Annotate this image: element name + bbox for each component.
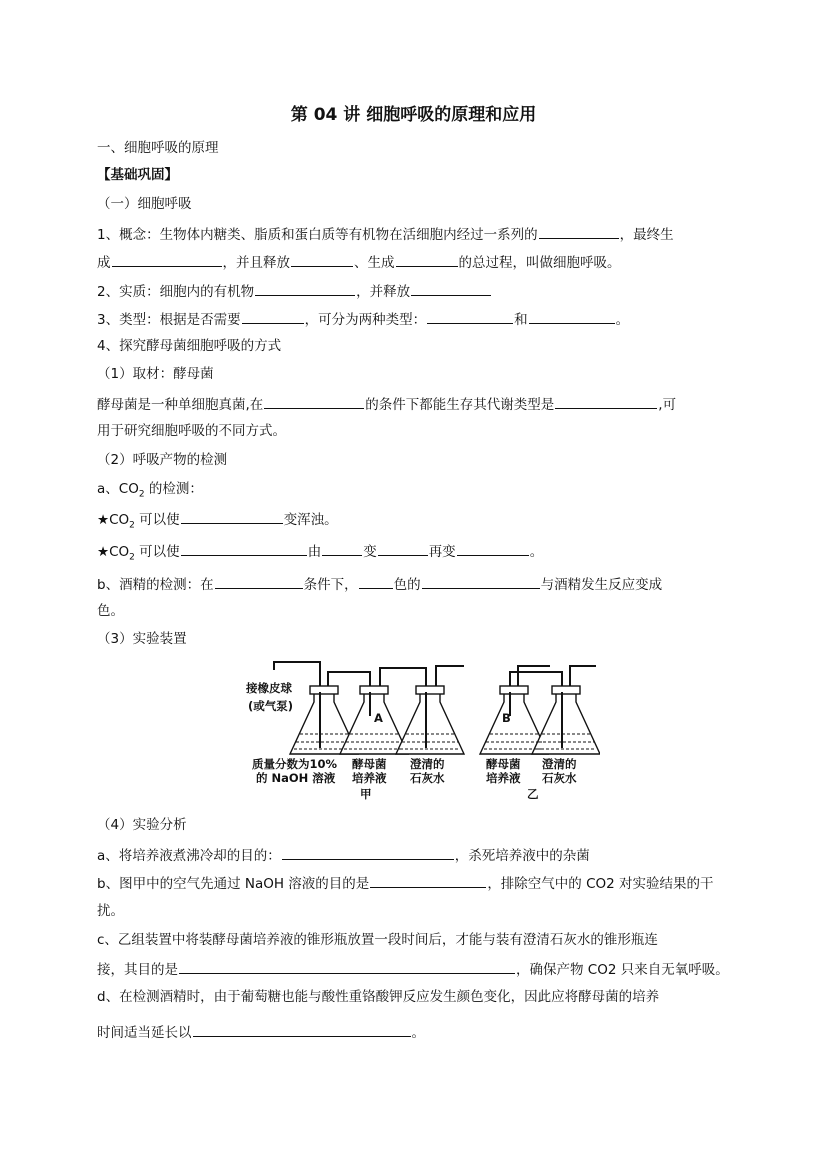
lime-b-label-1: 澄清的 bbox=[542, 757, 577, 771]
blank[interactable] bbox=[181, 540, 307, 556]
item4-heading: 4、探究酵母菌细胞呼吸的方式 bbox=[97, 338, 282, 354]
type-line: 3、类型：根据是否需要 ，可分为两种类型： 和 。 bbox=[97, 308, 629, 330]
yeast-line-1: 酵母菌是一种单细胞真菌,在 的条件下都能生存其代谢类型是 ,可 bbox=[97, 393, 676, 415]
blank[interactable] bbox=[370, 872, 486, 888]
blank[interactable] bbox=[322, 540, 362, 556]
analysis-label: （4）实验分析 bbox=[97, 817, 187, 833]
yeast-line-2: 用于研究细胞呼吸的不同方式。 bbox=[97, 423, 286, 439]
co2-lime-line: $★CO_2$ 可以使 变浑浊。 bbox=[97, 508, 338, 536]
group-jia-label: 甲 bbox=[360, 787, 372, 801]
blank[interactable] bbox=[181, 508, 283, 524]
analysis-a-line: a、将培养液煮沸冷却的目的： ，杀死培养液中的杂菌 bbox=[97, 844, 590, 866]
concept-line-2: 成 ，并且释放 、生成 的总过程，叫做细胞呼吸。 bbox=[97, 251, 621, 273]
group-yi-label: 乙 bbox=[527, 787, 539, 801]
blank[interactable] bbox=[422, 573, 540, 589]
blank[interactable] bbox=[539, 223, 619, 239]
detection-label: （2）呼吸产物的检测 bbox=[97, 452, 228, 468]
analysis-b-line-2: 扰。 bbox=[97, 903, 124, 919]
naoh-label-2: 的 NaOH 溶液 bbox=[256, 771, 336, 785]
blank[interactable] bbox=[359, 573, 393, 589]
yeast-label-1: 酵母菌 bbox=[352, 757, 387, 771]
co2-check-line: a、$CO_2$ 的检测： bbox=[97, 481, 203, 500]
analysis-c-line-2: 接，其目的是 ，确保产物 CO2 只来自无氧呼吸。 bbox=[97, 958, 729, 980]
essence-line: 2、实质：细胞内的有机物 ，并释放 bbox=[97, 280, 492, 302]
blank[interactable] bbox=[193, 1021, 411, 1037]
flasks bbox=[290, 686, 600, 754]
analysis-d-line-2: 时间适当延长以 。 bbox=[97, 1021, 425, 1043]
page-title: 第 04 讲 细胞呼吸的原理和应用 bbox=[290, 105, 537, 125]
analysis-d-line-1: d、在检测酒精时，由于葡萄糖也能与酸性重铬酸钾反应发生颜色变化，因此应将酵母菌的培养 bbox=[97, 989, 660, 1005]
blank[interactable] bbox=[411, 280, 491, 296]
blank[interactable] bbox=[427, 308, 513, 324]
blank[interactable] bbox=[378, 540, 428, 556]
lime-b-label-2: 石灰水 bbox=[542, 771, 577, 785]
concept-line-1: 1、概念：生物体内糖类、脂质和蛋白质等有机物在活细胞内经过一系列的 ，最终生 bbox=[97, 223, 674, 245]
flask-b-label: B bbox=[502, 711, 511, 725]
blank[interactable] bbox=[282, 844, 454, 860]
blank[interactable] bbox=[215, 573, 303, 589]
blank[interactable] bbox=[179, 958, 515, 974]
blank[interactable] bbox=[529, 308, 615, 324]
blank[interactable] bbox=[255, 280, 355, 296]
alcohol-line-1: b、酒精的检测：在 条件下， 色的 与酒精发生反应变成 bbox=[97, 573, 662, 595]
blank[interactable] bbox=[457, 540, 529, 556]
lime-label-1: 澄清的 bbox=[410, 757, 445, 771]
analysis-c-line-1: c、乙组装置中将装酵母菌培养液的锥形瓶放置一段时间后，才能与装有澄清石灰水的锥形瓶连 bbox=[97, 932, 658, 948]
blank[interactable] bbox=[396, 251, 458, 267]
flask-a-label: A bbox=[374, 711, 383, 725]
subsection-heading: （一）细胞呼吸 bbox=[97, 196, 192, 212]
pump-label-1: 接橡皮球 bbox=[246, 681, 292, 695]
yeast-label-2: 培养液 bbox=[352, 771, 387, 785]
blank[interactable] bbox=[291, 251, 353, 267]
pump-label-2: (或气泵) bbox=[248, 699, 294, 713]
lime-label-2: 石灰水 bbox=[410, 771, 445, 785]
basic-label: 【基础巩固】 bbox=[97, 167, 178, 183]
blank[interactable] bbox=[264, 393, 364, 409]
naoh-label-1: 质量分数为10% bbox=[252, 757, 338, 771]
section-heading: 一、细胞呼吸的原理 bbox=[97, 140, 219, 156]
analysis-b-line-1: b、图甲中的空气先通过 NaOH 溶液的目的是 ，排除空气中的 CO2 对实验结果的干 bbox=[97, 872, 714, 894]
apparatus-label: （3）实验装置 bbox=[97, 631, 187, 647]
yeast-b-label-1: 酵母菌 bbox=[486, 757, 521, 771]
material-label: （1）取材：酵母菌 bbox=[97, 366, 214, 382]
co2-bromo-line: $★CO_2$ 可以使 由 变 再变 。 bbox=[97, 540, 543, 568]
blank[interactable] bbox=[242, 308, 304, 324]
apparatus-diagram bbox=[240, 656, 600, 806]
yeast-b-label-2: 培养液 bbox=[486, 771, 521, 785]
alcohol-line-2: 色。 bbox=[97, 603, 124, 619]
blank[interactable] bbox=[112, 251, 222, 267]
blank[interactable] bbox=[555, 393, 657, 409]
